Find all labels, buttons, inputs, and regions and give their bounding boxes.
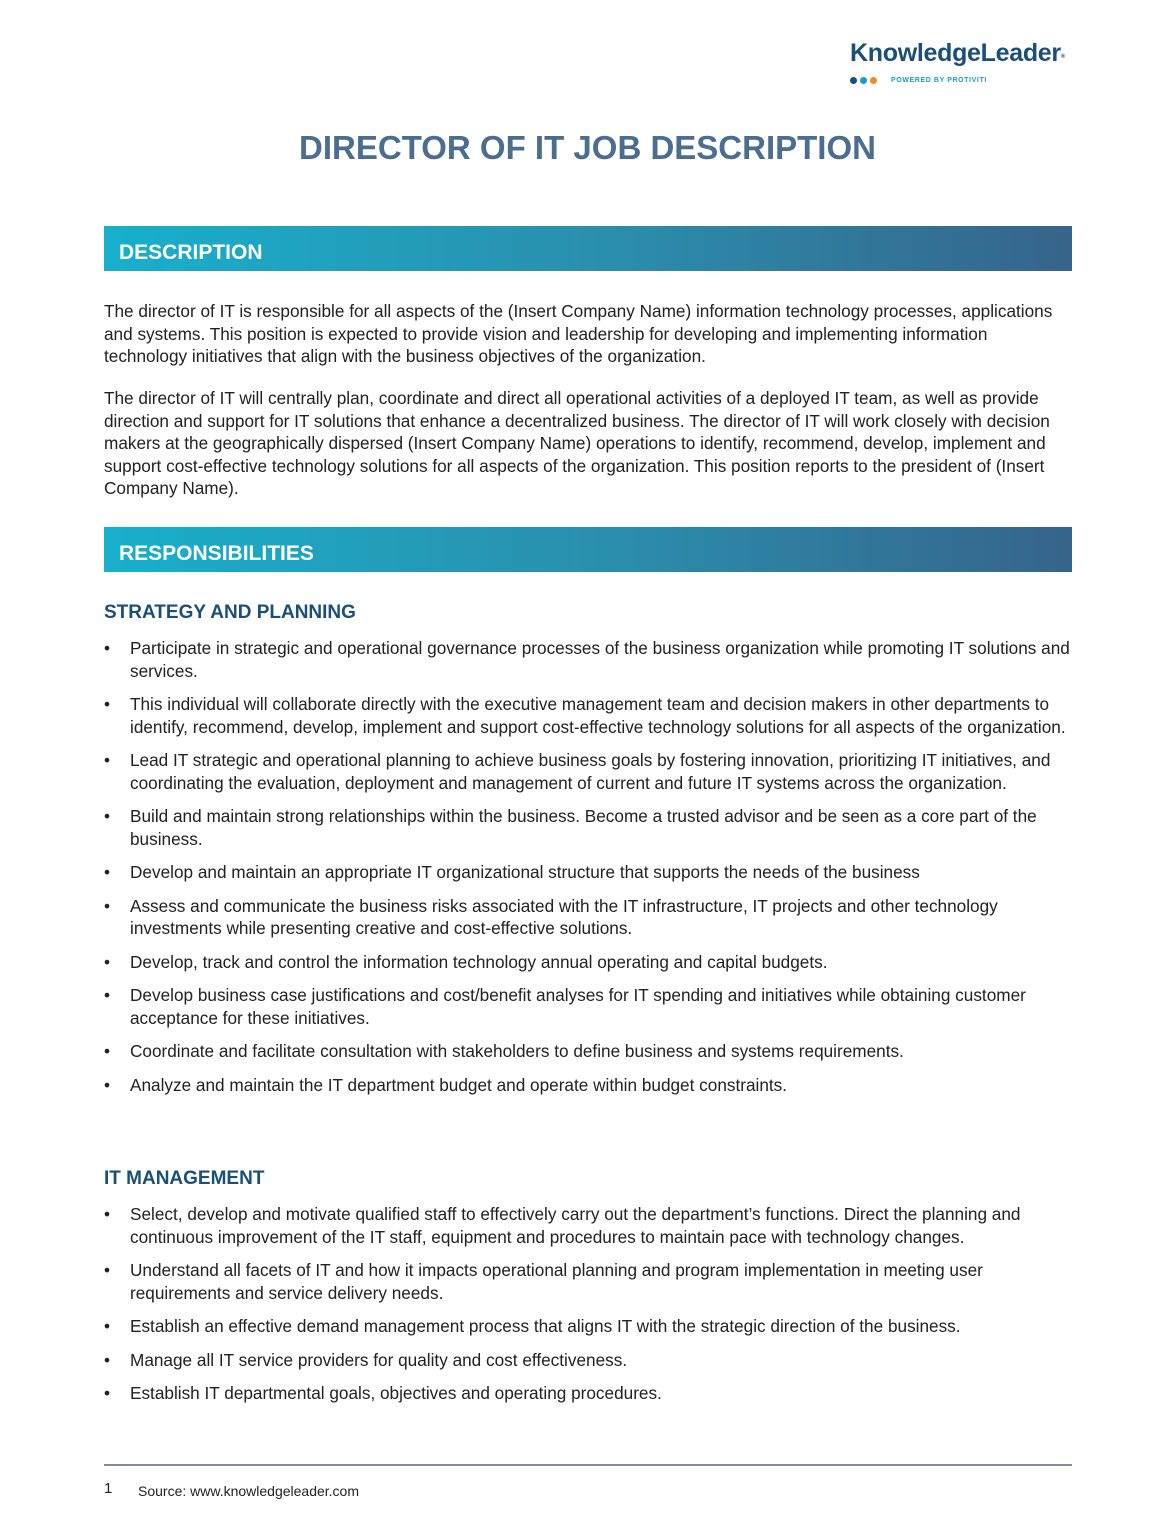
- logo-dot-teal: [860, 77, 867, 84]
- list-item: [104, 1040, 1074, 1063]
- list-item: [104, 637, 1074, 682]
- bullet-icon: •: [104, 806, 111, 826]
- description-heading: DESCRIPTION: [119, 240, 263, 264]
- source-note: Source: www.knowledgeleader.com: [138, 1483, 360, 1499]
- bullet-icon: •: [104, 1260, 111, 1280]
- it-management-list: [104, 1203, 1074, 1416]
- list-item-text: Establish an effective demand management process that aligns IT with the strategic direction of the business.: [130, 1316, 961, 1336]
- logo-name: KnowledgeLeader: [850, 39, 1061, 67]
- bullet-icon: •: [104, 985, 111, 1005]
- bullet-icon: •: [104, 1074, 111, 1095]
- list-item-text: Analyze and maintain the IT department budget and operate within budget constraints.: [130, 1074, 788, 1095]
- list-item: [104, 1259, 1074, 1304]
- bullet-icon: •: [104, 694, 111, 714]
- bullet-icon: •: [104, 1204, 111, 1224]
- list-item-text: This individual will collaborate directly with the executive management team and decision makers in other departments to identify, recommend, develop, implement and support cost-effective technology solutions for all aspects of the organization.: [130, 694, 1066, 737]
- list-item: [104, 693, 1074, 738]
- description-section-header: [104, 226, 1072, 271]
- list-item: [104, 1203, 1074, 1248]
- list-item: [104, 805, 1074, 850]
- bullet-icon: •: [104, 1316, 111, 1336]
- logo-dots-icon: [850, 77, 877, 84]
- list-item-text: Select, develop and motivate qualified staff to effectively carry out the department’s functions. Direct the planning and continuous improvement of the IT staff, equipment and procedures to maintain pace with technology changes.: [130, 1204, 1021, 1247]
- page-title: DIRECTOR OF IT JOB DESCRIPTION: [299, 129, 876, 166]
- bullet-icon: •: [104, 895, 111, 916]
- strategy-planning-list: [104, 637, 1074, 1107]
- list-item: [104, 861, 1074, 884]
- list-item-text: Develop, track and control the information technology annual operating and capital budgets.: [130, 951, 828, 972]
- list-item-text: Manage all IT service providers for quality and cost effectiveness.: [130, 1349, 628, 1370]
- list-item: [104, 984, 1074, 1029]
- list-item: [104, 1349, 1074, 1372]
- bullet-icon: •: [104, 750, 111, 770]
- list-item: [104, 895, 1074, 940]
- bullet-icon: •: [104, 1041, 111, 1061]
- list-item-text: Assess and communicate the business risks associated with the IT infrastructure, IT projects and other technology investments while presenting creative and cost-effective solutions.: [130, 895, 998, 938]
- list-item-text: Participate in strategic and operational governance processes of the business organization while promoting IT solutions and services.: [130, 638, 1070, 681]
- list-item: [104, 951, 1074, 974]
- it-management-heading: IT MANAGEMENT: [104, 1168, 265, 1189]
- responsibilities-section-header: [104, 527, 1072, 572]
- list-item-text: Develop business case justifications and cost/benefit analyses for IT spending and initiatives while obtaining customer acceptance for these initiatives.: [130, 985, 1026, 1028]
- logo-dot-navy: [850, 77, 857, 84]
- logo-subline: [850, 74, 1090, 86]
- bullet-icon: •: [104, 862, 111, 882]
- list-item-text: Build and maintain strong relationships within the business. Become a trusted advisor and be seen as a core part of the business.: [130, 806, 1037, 849]
- knowledgeleader-logo: [850, 38, 1090, 86]
- page-number: 1: [104, 1480, 113, 1497]
- strategy-planning-heading: STRATEGY AND PLANNING: [104, 602, 356, 623]
- list-item-text: Coordinate and facilitate consultation with stakeholders to define business and systems requirements.: [130, 1041, 904, 1061]
- logo-wordmark: [850, 38, 1090, 68]
- description-paragraph-1: The director of IT is responsible for all aspects of the (Insert Company Name) information technology processes, applications and systems. This position is expected to provide vision and leadership for developing and implementing information technology initiatives that align with the business objectives of the organization.: [104, 301, 1053, 366]
- footer-divider: [104, 1464, 1072, 1466]
- list-item-text: Understand all facets of IT and how it impacts operational planning and program implementation in meeting user requirements and service delivery needs.: [130, 1260, 983, 1303]
- description-paragraph-2: The director of IT will centrally plan, coordinate and direct all operational activities of a deployed IT team, as well as provide direction and support for IT solutions that enhance a decentralized business. The director of IT will work closely with decision makers at the geographically dispersed (Insert Company Name) operations to identify, recommend, develop, implement and support cost-effective technology solutions for all aspects of the organization. This position reports to the president of (Insert Company Name).: [104, 388, 1050, 498]
- responsibilities-heading: RESPONSIBILITIES: [119, 541, 314, 565]
- list-item: [104, 1074, 1074, 1097]
- bullet-icon: •: [104, 1383, 111, 1403]
- logo-tagline: POWERED BY PROTIVITI: [891, 76, 987, 84]
- list-item-text: Develop and maintain an appropriate IT organizational structure that supports the needs of the business: [130, 862, 920, 882]
- bullet-icon: •: [104, 951, 111, 972]
- bullet-icon: •: [104, 638, 111, 658]
- list-item: [104, 749, 1074, 794]
- list-item: [104, 1382, 1074, 1405]
- registered-mark: ®: [1060, 54, 1065, 60]
- list-item-text: Establish IT departmental goals, objectives and operating procedures.: [130, 1383, 662, 1403]
- logo-dot-orange: [870, 77, 877, 84]
- bullet-icon: •: [104, 1349, 111, 1370]
- list-item: [104, 1315, 1074, 1338]
- list-item-text: Lead IT strategic and operational planning to achieve business goals by fostering innovation, prioritizing IT initiatives, and coordinating the evaluation, deployment and management of current and future IT systems across the organization.: [130, 750, 1051, 793]
